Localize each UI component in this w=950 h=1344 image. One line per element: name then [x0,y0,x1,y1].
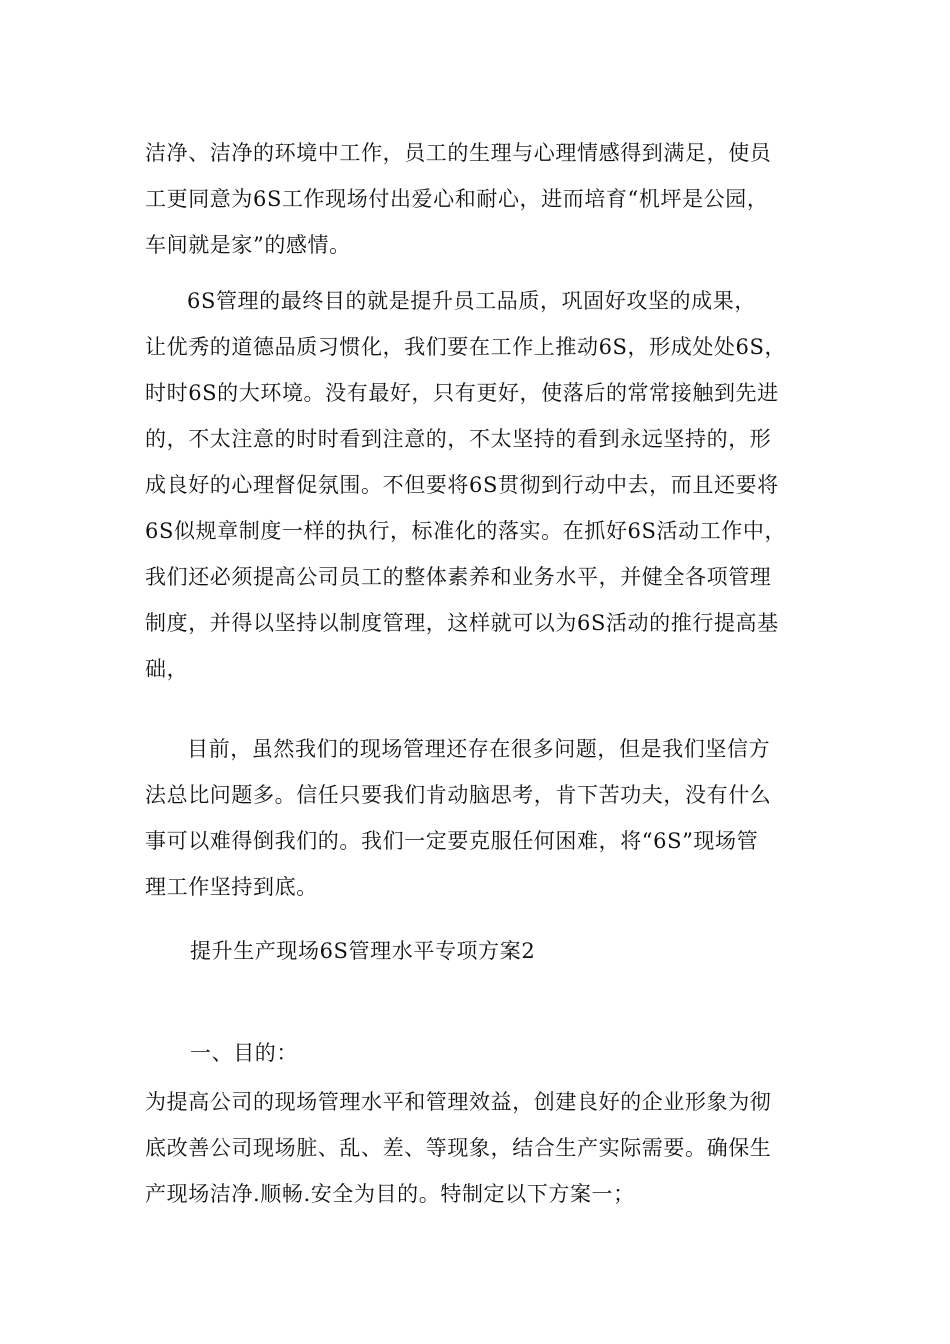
paragraph-1 [145,130,810,268]
paragraph-3-line-3: 事可以难得倒我们的。我们一定要克服任何困难，将“6S”现场管 [145,829,759,853]
section-title: 提升生产现场6S管理水平专项方案2 [190,939,536,963]
paragraph-1-line-1: 洁净、洁净的环境中工作，员工的生理与心理情感得到满足，使员 [145,141,772,165]
paragraph-2-line-6: 6S似规章制度一样的执行，标准化的落实。在抓好6S活动工作中， [145,519,787,543]
paragraph-2-line-2: 让优秀的道德品质习惯化，我们要在工作上推动6S，形成处处6S， [145,335,787,359]
paragraph-3 [145,726,810,910]
subsection-title: 一、目的： [190,1041,298,1065]
paragraph-2-line-5: 成良好的心理督促氛围。不但要将6S贯彻到行动中去，而且还要将 [145,473,779,497]
paragraph-2-line-9: 础， [145,657,189,681]
paragraph-3-line-1: 目前，虽然我们的现场管理还存在很多问题，但是我们坚信方 [187,737,771,761]
paragraph-2-line-8: 制度，并得以坚持以制度管理，这样就可以为6S活动的推行提高基 [145,611,779,635]
paragraph-3-line-2: 法总比问题多。信任只要我们肯动脑思考，肯下苦功夫，没有什么 [145,783,772,807]
paragraph-2-line-3: 时时6S的大环境。没有最好，只有更好，使落后的常常接触到先进 [145,381,779,405]
paragraph-2-line-7: 我们还必须提高公司员工的整体素养和业务水平，并健全各项管理 [145,565,772,589]
paragraph-4-line-3: 产现场洁净.顺畅.安全为目的。特制定以下方案一； [145,1182,635,1206]
paragraph-1-line-3: 车间就是家”的感情。 [145,233,351,257]
paragraph-4-line-1: 为提高公司的现场管理水平和管理效益，创建良好的企业形象为彻 [145,1090,772,1114]
paragraph-2-line-4: 的，不太注意的时时看到注意的，不太坚持的看到永远坚持的，形 [145,427,772,451]
paragraph-4-line-2: 底改善公司现场脏、乱、差、等现象，结合生产实际需要。确保生 [145,1136,772,1160]
paragraph-4 [145,1079,810,1217]
paragraph-2 [145,278,810,692]
paragraph-2-line-1: 6S管理的最终目的就是提升员工品质，巩固好攻坚的成果， [187,289,756,313]
paragraph-1-line-2: 工更同意为6S工作现场付出爱心和耐心，进而培育“机坪是公园， [145,187,769,211]
paragraph-3-line-4: 理工作坚持到底。 [145,875,318,899]
